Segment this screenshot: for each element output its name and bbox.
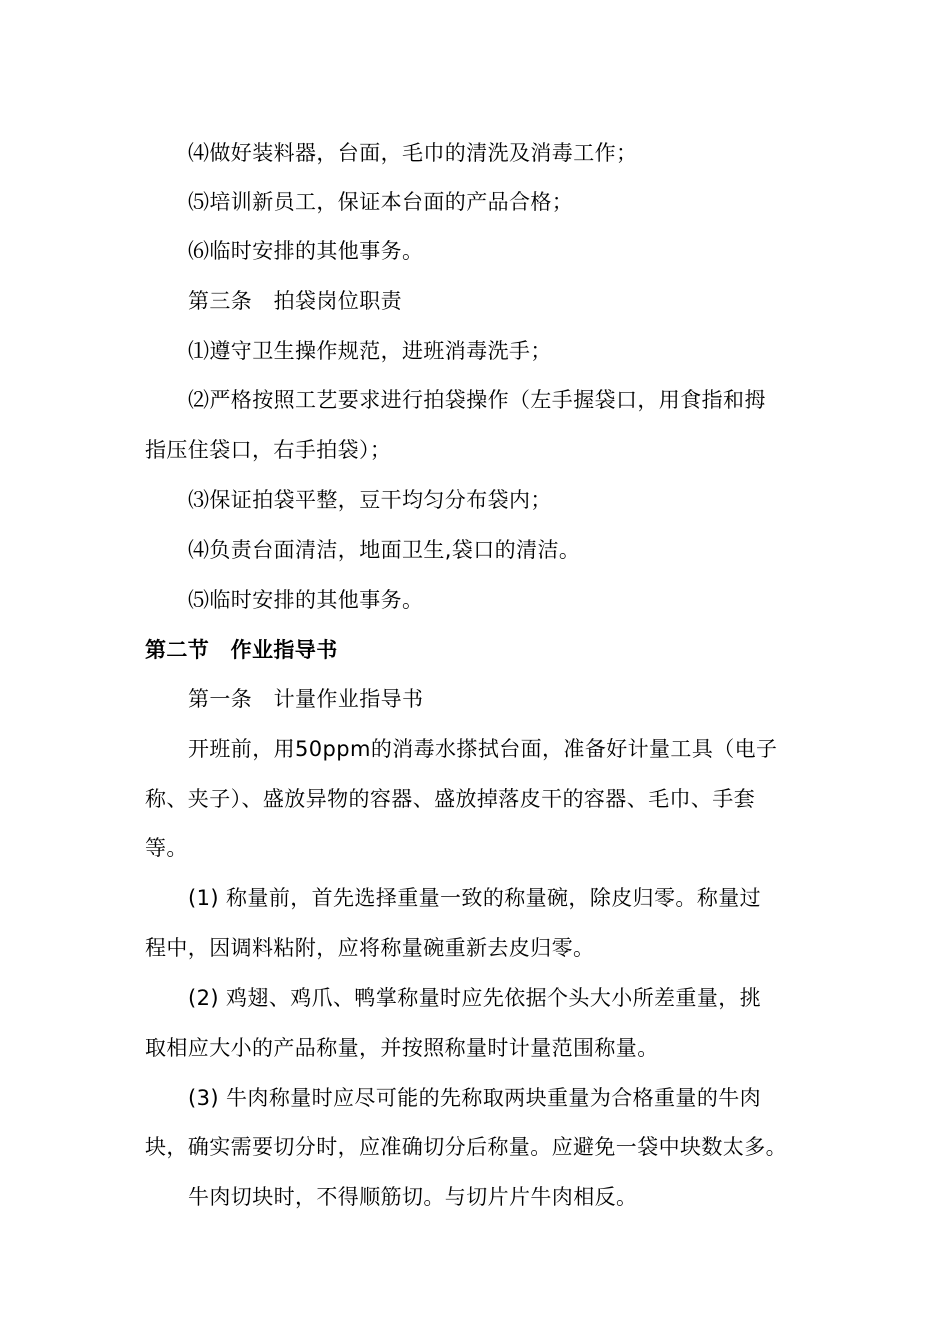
- beef-cutting-note: 牛肉切块时，不得顺筋切。与切片片牛肉相反。: [188, 1185, 638, 1209]
- bagging-item-4: ⑷负责台面清洁，地面卫生,袋口的清洁。: [188, 538, 581, 562]
- duty-item-6: ⑹临时安排的其他事务。: [188, 239, 424, 263]
- article-heading-weighing: 第一条 计量作业指导书: [188, 687, 424, 711]
- bagging-item-1: ⑴遵守卫生操作规范，进班消毒洗手；: [188, 339, 552, 363]
- section-heading: 第二节 作业指导书: [145, 638, 338, 662]
- duty-item-5: ⑸培训新员工，保证本台面的产品合格；: [188, 190, 574, 214]
- paragraph-prep-line-1: 开班前，用50ppm的消毒水搽拭台面，准备好计量工具（电子: [188, 737, 778, 761]
- paragraph-prep-line-3: 等。: [145, 836, 188, 860]
- weighing-item-1: (1) 称量前，首先选择重量一致的称量碗，除皮归零。称量过: [188, 886, 762, 910]
- bagging-item-2-continued: 指压住袋口，右手拍袋）；: [145, 438, 392, 462]
- bagging-item-2: ⑵严格按照工艺要求进行拍袋操作（左手握袋口，用食指和拇: [188, 388, 766, 412]
- weighing-item-3-continued: 块，确实需要切分时，应准确切分后称量。应避免一袋中块数太多。: [145, 1135, 787, 1159]
- bagging-item-3: ⑶保证拍袋平整，豆干均匀分布袋内；: [188, 488, 552, 512]
- bagging-item-5: ⑸临时安排的其他事务。: [188, 588, 424, 612]
- article-heading-bagging: 第三条 拍袋岗位职责: [188, 289, 402, 313]
- weighing-item-3: (3) 牛肉称量时应尽可能的先称取两块重量为合格重量的牛肉: [188, 1086, 762, 1110]
- duty-item-4: ⑷做好装料器，台面，毛巾的清洗及消毒工作；: [188, 141, 638, 165]
- paragraph-prep-line-2: 称、夹子）、盛放异物的容器、盛放掉落皮干的容器、毛巾、手套: [145, 787, 756, 811]
- weighing-item-2-continued: 取相应大小的产品称量，并按照称量时计量范围称量。: [145, 1036, 659, 1060]
- weighing-item-1-continued: 程中，因调料粘附，应将称量碗重新去皮归零。: [145, 936, 595, 960]
- weighing-item-2: (2) 鸡翅、鸡爪、鸭掌称量时应先依据个头大小所差重量，挑: [188, 986, 762, 1010]
